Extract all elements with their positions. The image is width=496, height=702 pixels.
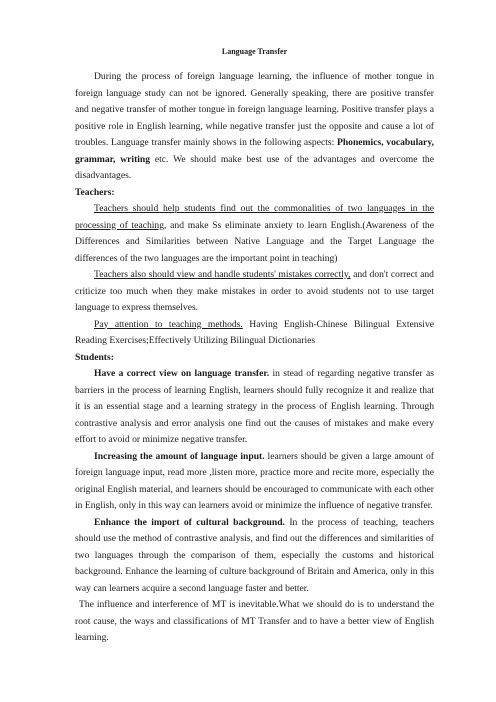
- students-p2-rest: learners should be given a large amount of foreign language input, read more ,listen more, practice more and recite more, especially the original English material, and learners should be encouraged to communicate with each other in English, only in this way can learners avoid or minimize the influence of negative transfer.: [75, 450, 434, 511]
- students-p1-bold: Have a correct view on language transfer.: [94, 368, 270, 379]
- students-p3-bold: Enhance the import of cultural background.: [94, 516, 285, 528]
- teachers-p2-underlined: Teachers also should view and handle students' mistakes correctly,: [94, 269, 351, 280]
- intro-paragraph: [75, 69, 434, 185]
- conclusion-paragraph: The influence and interference of MT is inevitable.What we should do is to understand the root cause, the ways and classifications of MT Transfer and to have a better view of English learning.: [75, 599, 434, 643]
- students-heading: Students:: [75, 351, 114, 363]
- students-p2-bold: Increasing the amount of language input.: [94, 450, 265, 462]
- students-paragraph-2: [75, 449, 434, 515]
- teachers-p1-underlined: Teachers should help students find out the commonalities of two languages in the processing of teaching,: [75, 203, 434, 231]
- students-p3-rest: In the process of teaching, teachers should use the method of contrastive analysis, and find out the differences and similarities of two languages through the comparison of them, especially the customs and historical background. Enhance the learning of culture background of Britain and America, only in this way can learners acquire a second language faster and better.: [75, 516, 435, 594]
- students-paragraph-3: [75, 515, 434, 598]
- teachers-paragraph-3: [75, 317, 434, 350]
- students-p1-rest: in stead of regarding negative transfer as barriers in the process of learning English, learners should fully recognize it and realize that it is an essential stage and a learning strategy in the process of English learning. Through contrastive analysis and error analysis one find out the causes of mistakes and make every effort to avoid or minimize negative transfer.: [75, 368, 434, 445]
- teachers-p2-rest: and don't correct and criticize too much when they make mistakes in order to avoid students not to use target language to express themselves.: [75, 269, 434, 313]
- teachers-heading: Teachers:: [75, 186, 115, 198]
- teachers-p3-rest: Having English-Chinese Bilingual Extensive Reading Exercises;Effectively Utilizing Bilingual Dictionaries: [75, 318, 434, 346]
- teachers-paragraph-2: [75, 267, 434, 317]
- teachers-p3-underlined: Pay attention to teaching methods.: [94, 318, 243, 330]
- teachers-paragraph-1: [75, 201, 434, 267]
- intro-text-after: etc. We should make best use of the advantages and overcome the disadvantages.: [75, 153, 434, 181]
- teachers-p1-rest: and make Ss eliminate anxiety to learn English.(Awareness of the Differences and Similarities between Native Language and the Target Language the differences of the two languages are the important point in teaching): [75, 219, 434, 264]
- students-paragraph-1: [75, 366, 434, 449]
- intro-aspects: Phonemics, vocabulary, grammar, writing: [75, 137, 434, 165]
- intro-text-before: During the process of foreign language learning, the influence of mother tongue in foreign language study can not be ignored. Generally speaking, there are positive transfer and negative transfer of mother tongue in foreign language learning. Positive transfer plays a positive role in English learning, while negative transfer just the opposite and cause a lot of troubles. Language transfer mainly shows in the following aspects:: [75, 71, 434, 148]
- document-title: Language Transfer: [221, 47, 288, 56]
